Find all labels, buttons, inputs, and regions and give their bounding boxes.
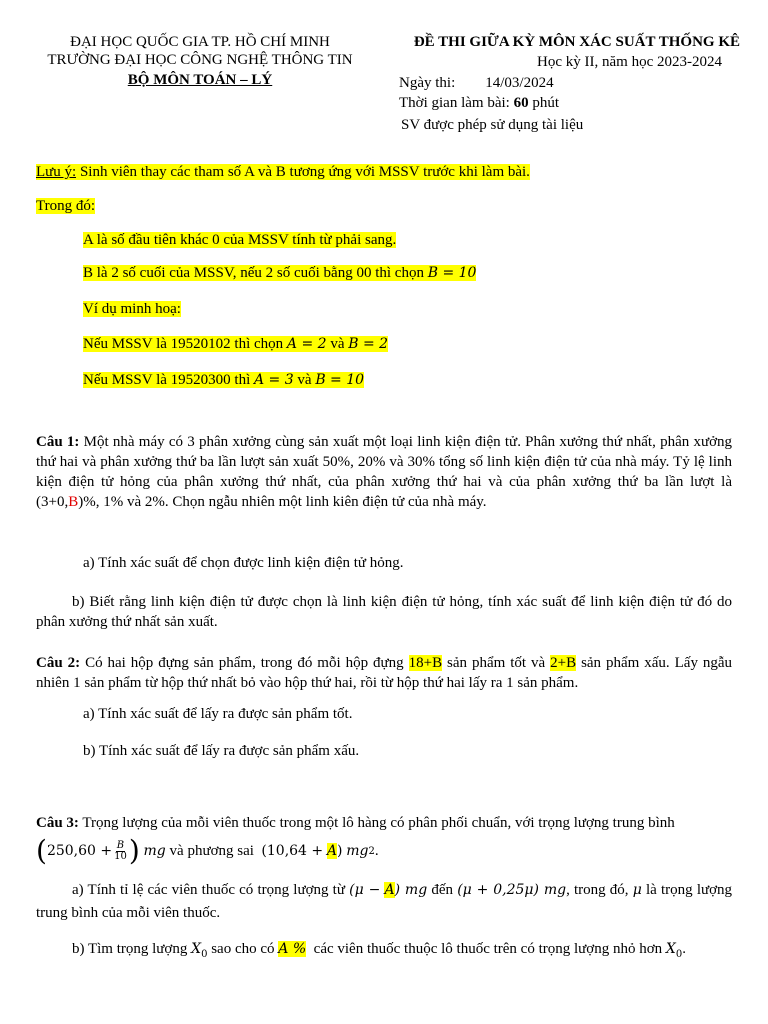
example-1: Nếu MSSV là 19520102 thì chọn A = 2 và B = 2 [83, 336, 389, 352]
semester: Học kỳ II, năm học 2023-2024 [537, 54, 722, 70]
duration-value: 60 [513, 95, 529, 111]
question-3-line-2: ( 250,60 + $\frac{B}{10}$ ) mg và phương sai (10,64 + A ) mg 2 . [36, 834, 379, 867]
percent-param: A % [278, 941, 307, 957]
mean-fraction: $\frac{B}{10}$ [114, 839, 127, 862]
question-1-label: Câu 1: [36, 434, 80, 450]
notice-line [36, 164, 530, 181]
question-2-bad-count: 2+B [550, 655, 577, 671]
question-3-part-a: a) Tính tỉ lệ các viên thuốc có trọng lượng từ (μ − A) mg đến (μ + 0,25μ) mg, trong đó, μ là trọng lượng trung bình của mỗi viên thuốc. [36, 882, 733, 921]
variance-param: A [326, 843, 338, 859]
date-label: Ngày thi: [399, 75, 456, 91]
materials-note: SV được phép sử dụng tài liệu [401, 117, 584, 133]
where-label: Trong đó: [36, 198, 96, 214]
question-2-part-b: b) Tính xác suất để lấy ra được sản phẩm xấu. [83, 743, 360, 759]
exam-date [399, 75, 554, 92]
notice-text: Sinh viên thay các tham số A và B tương ứng với MSSV trước khi làm bài. [79, 164, 530, 180]
a-definition: A là số đầu tiên khác 0 của MSSV tính từ phải sang. [83, 232, 397, 248]
question-2: Câu 2: Có hai hộp đựng sản phẩm, trong đó mỗi hộp đựng 18+B sản phẩm tốt và 2+B sản phẩm xấu. Lấy ngẫu nhiên 1 sản phẩm từ hộp thứ nhất bỏ vào hộp thứ hai, rồi từ hộp thứ hai lấy ra 1 sản phẩm. [36, 655, 733, 691]
question-3-label: Câu 3: [36, 815, 79, 831]
duration-unit: phút [532, 95, 559, 111]
b-definition-math: B = 10 [427, 265, 477, 281]
duration-label: Thời gian làm bài: [399, 95, 510, 111]
question-1-part-a: a) Tính xác suất để chọn được linh kiện điện tử hỏng. [83, 555, 404, 571]
example-2: Nếu MSSV là 19520300 thì A = 3 và B = 10 [83, 372, 365, 388]
university-name: ĐẠI HỌC QUỐC GIA TP. HỒ CHÍ MINH [70, 34, 330, 50]
date-value: 14/03/2024 [485, 75, 554, 91]
question-2-good-count: 18+B [408, 655, 443, 671]
exam-title: ĐỀ THI GIỮA KỲ MÔN XÁC SUẤT THỐNG KÊ [413, 34, 740, 50]
question-1: Câu 1: Một nhà máy có 3 phân xưởng cùng sản xuất một loại linh kiện điện tử. Phân xưởng thứ nhất, phân xưởng thứ hai và phân xưởng thứ ba lần lượt sản xuất 50%, 20% và 30% tổng số linh kiện điện tử của nhà máy. Tỷ lệ linh kiện điện tử hỏng của phân xưởng thứ nhất, của phân xưởng thứ hai và của phân xưởng thứ ba lần lượt là (3+0,B)%, 1% và 2%. Chọn ngẫu nhiên một linh kiên điện tử của nhà máy. [36, 434, 733, 510]
example-label: Ví dụ minh hoạ: [83, 301, 181, 317]
exam-duration [399, 95, 559, 112]
question-3-part-b: b) Tìm trọng lượng $X_0$ sao cho có A % các viên thuốc thuộc lô thuốc trên có trọng lượng nhỏ hơn $X_0$. [72, 941, 686, 960]
question-2-part-a: a) Tính xác suất để lấy ra được sản phẩm tốt. [83, 706, 353, 722]
question-3-line-1: Câu 3: Trọng lượng của mỗi viên thuốc trong một lô hàng có phân phối chuẩn, với trọng lượng trung bình [36, 815, 675, 831]
school-name: TRƯỜNG ĐẠI HỌC CÔNG NGHỆ THÔNG TIN [47, 52, 353, 68]
question-1-param: B [68, 494, 79, 510]
question-2-label: Câu 2: [36, 655, 81, 671]
notice-label: Lưu ý: [36, 164, 77, 180]
question-1-part-b: b) Biết rằng linh kiện điện tử được chọn là linh kiện điện tử hỏng, tính xác suất để linh kiện điện tử đó do phân xưởng thứ nhất sản xuất. [36, 594, 732, 630]
department-name: BỘ MÔN TOÁN – LÝ [127, 72, 273, 88]
b-definition: B là 2 số cuối của MSSV, nếu 2 số cuối bằng 00 thì chọn B = 10 [83, 265, 477, 281]
